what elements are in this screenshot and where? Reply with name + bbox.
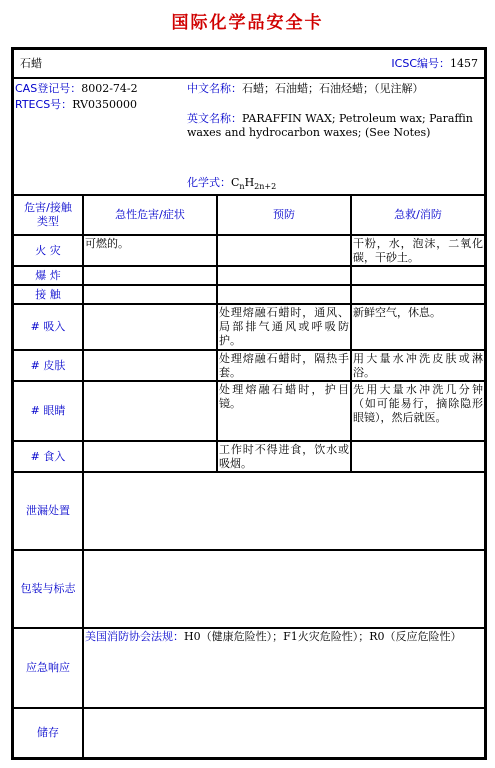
row-contact-first-aid bbox=[351, 285, 485, 304]
row-label-skin: # 皮肤 bbox=[13, 350, 83, 381]
row-label-contact: 接 触 bbox=[13, 285, 83, 304]
row-skin-acute bbox=[83, 350, 217, 381]
rtecs-value: RV0350000 bbox=[72, 98, 138, 111]
formula-n: n bbox=[239, 182, 245, 191]
page-title: 国际化学品安全卡 bbox=[171, 13, 324, 33]
row-label-eyes: # 眼睛 bbox=[13, 381, 83, 441]
cn-name-label: 中文名称： bbox=[187, 82, 242, 95]
row-skin-first-aid: 用大量水冲洗皮肤或淋浴。 bbox=[353, 352, 483, 379]
icsc-value: 1457 bbox=[450, 57, 478, 70]
section-packaging-text bbox=[83, 550, 485, 628]
en-name-line bbox=[187, 112, 479, 140]
cn-name-line bbox=[187, 82, 477, 96]
section-label-storage: 储存 bbox=[13, 708, 83, 758]
section-storage-text bbox=[83, 708, 485, 758]
rtecs-label: RTECS号： bbox=[15, 98, 73, 111]
row-ingestion-prevention: 工作时不得进食，饮水或吸烟。 bbox=[219, 443, 349, 470]
en-name-label: 英文名称： bbox=[187, 112, 242, 125]
row-inhalation-acute bbox=[83, 304, 217, 350]
row-explosion-acute bbox=[83, 266, 217, 285]
row-eyes-acute bbox=[83, 381, 217, 441]
identity-block bbox=[13, 78, 485, 195]
cas-label: CAS登记号： bbox=[15, 82, 82, 95]
cas-line bbox=[15, 82, 138, 96]
row-explosion-first-aid bbox=[351, 266, 485, 285]
formula-h: H bbox=[244, 176, 255, 189]
row-inhalation-first-aid: 新鲜空气，休息。 bbox=[351, 304, 485, 350]
col-header-acute: 急性危害/症状 bbox=[83, 195, 217, 235]
row-contact-prevention bbox=[217, 285, 351, 304]
col-header-type: 危害/接触类型 bbox=[13, 195, 83, 235]
cn-name-value: 石蜡；石油蜡；石油烃蜡；（见注解） bbox=[242, 82, 424, 95]
formula-label: 化学式： bbox=[187, 176, 231, 189]
row-fire-prevention bbox=[217, 235, 351, 266]
formula-line bbox=[187, 176, 276, 194]
chemical-name: 石蜡 bbox=[20, 57, 42, 70]
cas-value: 8002-74-2 bbox=[81, 82, 138, 95]
section-label-spill: 泄漏处置 bbox=[13, 472, 83, 550]
row-eyes-first-aid: 先用大量水冲洗几分钟（如可能易行，摘除隐形眼镜），然后就医。 bbox=[351, 381, 485, 441]
row-ingestion-acute bbox=[83, 441, 217, 472]
icsc-number bbox=[391, 57, 478, 71]
row-skin-prevention: 处理熔融石蜡时，隔热手套。 bbox=[219, 352, 349, 379]
section-emergency-text bbox=[83, 628, 485, 708]
row-inhalation-prevention: 处理熔融石蜡时，通风、局部排气通风或呼吸防护。 bbox=[217, 304, 351, 350]
header-row bbox=[13, 49, 485, 78]
row-explosion-prevention bbox=[217, 266, 351, 285]
row-eyes-prevention: 处理熔融石蜡时，护目镜。 bbox=[217, 381, 351, 441]
col-header-prevention: 预防 bbox=[217, 195, 351, 235]
safety-card bbox=[11, 47, 487, 760]
section-spill-text bbox=[83, 472, 485, 550]
row-label-ingestion: # 食入 bbox=[13, 441, 83, 472]
rtecs-line bbox=[15, 98, 137, 112]
row-contact-acute bbox=[83, 285, 217, 304]
en-name-value: PARAFFIN WAX; Petroleum wax; Paraffin waxes and hydrocarbon waxes; (See Notes) bbox=[187, 112, 473, 139]
row-label-inhalation: # 吸入 bbox=[13, 304, 83, 350]
formula-2n2: 2n+2 bbox=[254, 182, 277, 191]
emergency-prefix: 美国消防协会法规： bbox=[85, 630, 184, 643]
icsc-label: ICSC编号： bbox=[391, 57, 450, 70]
col-header-first-aid: 急救/消防 bbox=[351, 195, 485, 235]
section-label-emergency: 应急响应 bbox=[13, 628, 83, 708]
section-label-packaging: 包装与标志 bbox=[13, 550, 83, 628]
row-label-fire: 火 灾 bbox=[13, 235, 83, 266]
formula-c: C bbox=[231, 176, 240, 189]
row-label-explosion: 爆 炸 bbox=[13, 266, 83, 285]
emergency-value: H0（健康危险性）；F1火灾危险性）；R0（反应危险性） bbox=[184, 630, 462, 643]
row-fire-first-aid: 干粉，水，泡沫，二氧化碳，干砂土。 bbox=[353, 237, 483, 264]
row-fire-acute: 可燃的。 bbox=[83, 235, 217, 266]
row-ingestion-first-aid bbox=[351, 441, 485, 472]
